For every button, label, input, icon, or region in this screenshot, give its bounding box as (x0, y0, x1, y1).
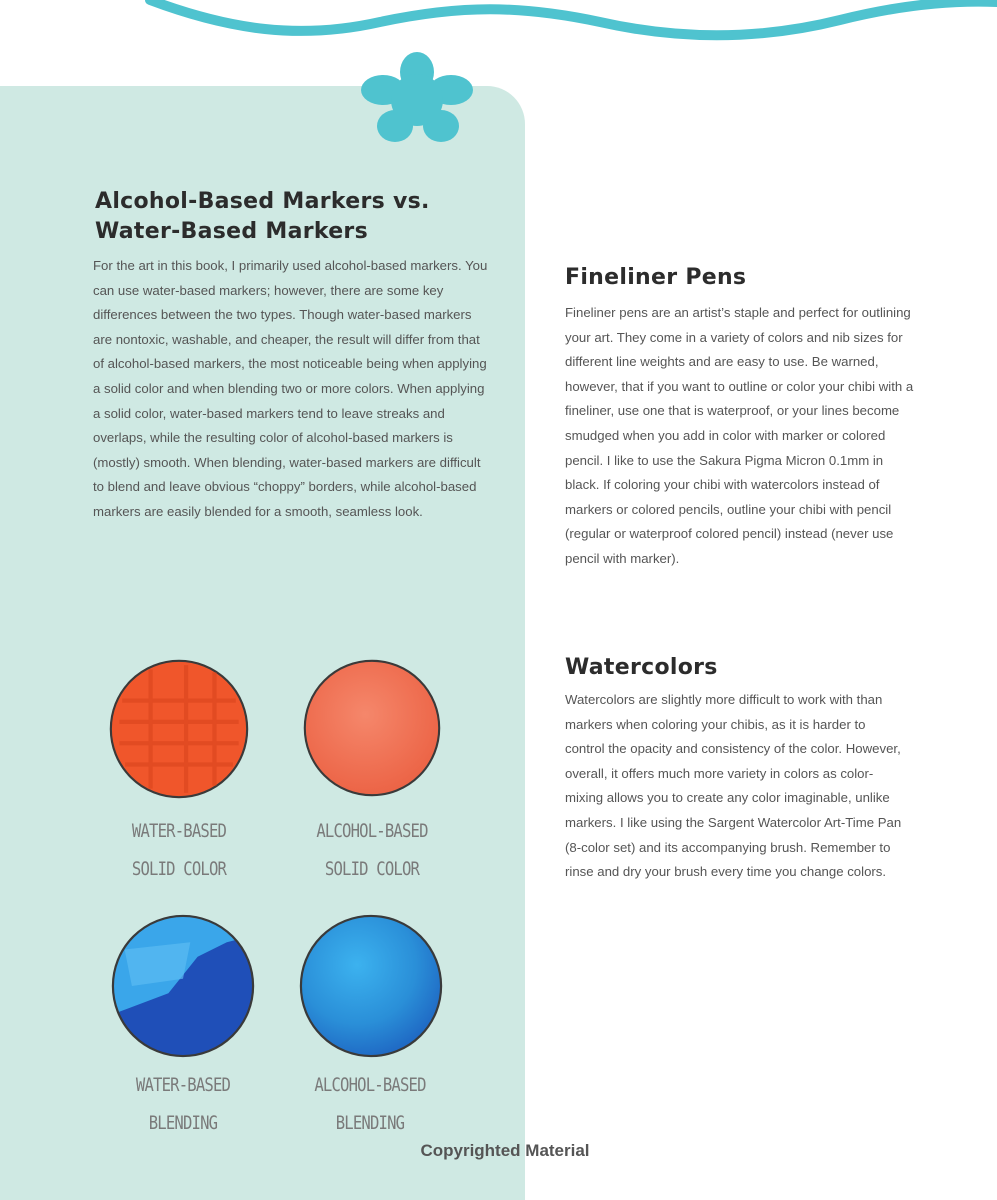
copyright-notice: Copyrighted Material (420, 1141, 590, 1160)
swatch-water-solid (108, 658, 250, 800)
swatch-1-line2: SOLID COLOR (131, 858, 227, 880)
swatch-2-line1: ALCOHOL-BASED (316, 820, 428, 842)
swatch-caption-1 (113, 812, 244, 888)
swatch-3-line1: WATER-BASED (135, 1074, 231, 1096)
fineliner-heading: Fineliner Pens (565, 265, 747, 290)
fineliner-body: Fineliner pens are an artist’s staple and perfect for outlining your art. They come in a variety of colors and nib sizes for different line weights and are easy to use. Be warned, however, that if you want to outline or color your chibi with a fineliner, use one that is waterproof, or your lines become smudged when you add in color with marker or colored pencil. I like to use the Sakura Pigma Micron 0.1mm in black. If coloring your chibi with watercolors instead of markers or colored pencils, outline your chibi with pencil (regular or waterproof colored pencil) instead (never use pencil with marker). (565, 305, 914, 566)
swatch-3-line2: BLENDING (148, 1112, 218, 1134)
markers-heading-line2: Water-Based Markers (95, 219, 368, 244)
watercolors-heading: Watercolors (565, 655, 718, 680)
swatch-1-line1: WATER-BASED (131, 820, 227, 842)
flower-icon (358, 50, 476, 146)
watercolors-body: Watercolors are slightly more difficult to work with than markers when coloring your chibis, as it is harder to control the opacity and consistency of the color. However, overall, it offers much more variety in colors as color-mixing allows you to create any color imaginable, unlike markers. I like using the Sargent Watercolor Art-Time Pan (8-color set) and its accompanying brush. Remember to rinse and dry your brush every time you change colors. (565, 692, 902, 880)
decorative-wave (0, 0, 997, 45)
swatch-alcohol-blend (298, 913, 444, 1059)
swatch-4-line1: ALCOHOL-BASED (314, 1074, 426, 1096)
swatch-4-line2: BLENDING (335, 1112, 405, 1134)
swatch-caption-2 (306, 812, 437, 888)
swatch-caption-3 (117, 1066, 248, 1142)
markers-body: For the art in this book, I primarily used alcohol-based markers. You can use water-based markers; however, there are some key differences between the two types. Though water-based markers are nontoxic, washable, and cheaper, the result will differ from that of alcohol-based markers, the most noticeable being when applying a solid color and when blending two or more colors. When applying a solid color, water-based markers tend to leave streaks and overlaps, while the resulting color of alcohol-based markers is (mostly) smooth. When blending, water-based markers are difficult to blend and leave obvious “choppy” borders, while alcohol-based markers are easily blended for a smooth, seamless look. (93, 258, 488, 519)
swatch-2-line2: SOLID COLOR (324, 858, 420, 880)
swatch-caption-4 (304, 1066, 435, 1142)
swatch-alcohol-solid (302, 658, 442, 798)
markers-heading-line1: Alcohol-Based Markers vs. (95, 189, 430, 214)
markers-heading (95, 187, 495, 247)
swatch-water-blend (110, 913, 256, 1059)
